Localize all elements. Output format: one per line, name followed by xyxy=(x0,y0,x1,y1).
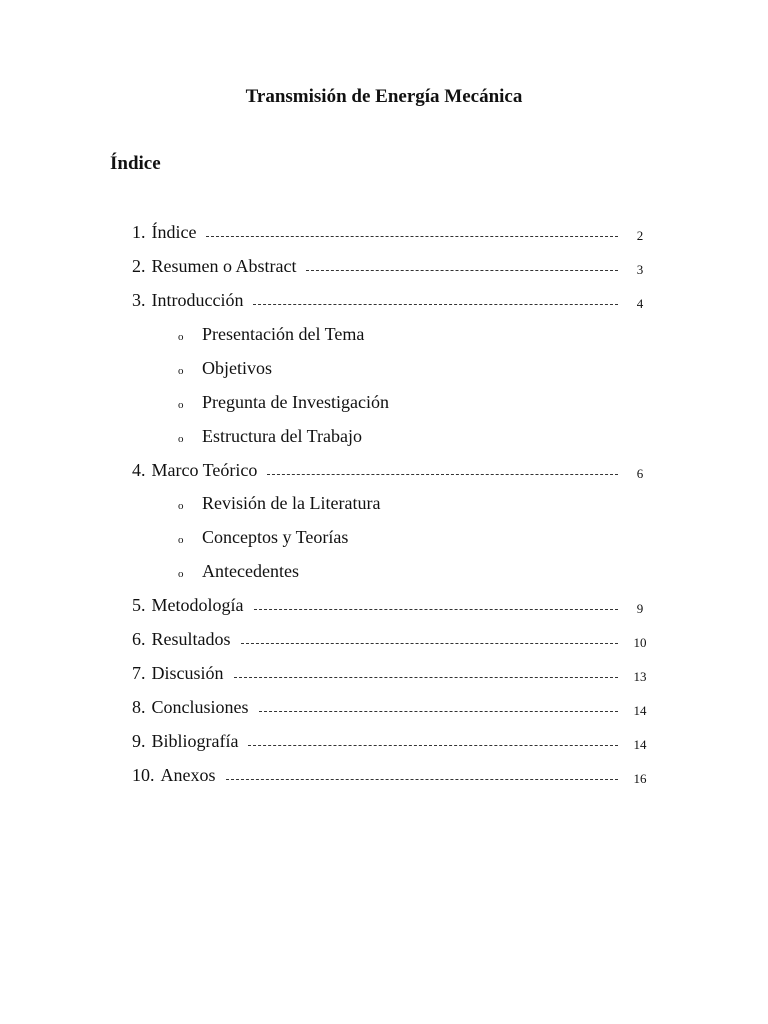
toc-entry-bibliografia xyxy=(132,731,622,755)
toc-subentry-label: Revisión de la Literatura xyxy=(202,493,381,513)
toc-entry-resultados xyxy=(132,629,622,653)
toc-subentry xyxy=(178,493,380,517)
dotted-leader xyxy=(267,474,618,475)
toc-page-number: 14 xyxy=(633,703,647,718)
toc-entry-label: Introducción xyxy=(151,290,244,310)
hollow-bullet-icon: o xyxy=(178,433,184,445)
toc-entry-label: Discusión xyxy=(151,663,224,683)
dotted-leader xyxy=(241,643,619,644)
toc-entry-label: Bibliografía xyxy=(151,731,239,751)
toc-entry-number: 2. xyxy=(132,256,146,276)
toc-subentry xyxy=(178,324,364,348)
document-title: Transmisión de Energía Mecánica xyxy=(245,86,523,107)
hollow-bullet-icon: o xyxy=(178,500,184,512)
toc-subentry xyxy=(178,561,299,585)
dotted-leader xyxy=(259,711,619,712)
hollow-bullet-icon: o xyxy=(178,331,184,343)
dotted-leader xyxy=(306,270,618,271)
toc-subentry xyxy=(178,358,272,382)
toc-subentry-label: Conceptos y Teorías xyxy=(202,527,349,547)
toc-subentry xyxy=(178,392,389,416)
toc-entry-introduccion xyxy=(132,290,622,314)
dotted-leader xyxy=(226,779,619,780)
toc-entry-number: 5. xyxy=(132,595,146,615)
toc-page-number: 13 xyxy=(633,669,647,684)
toc-entry-label: Anexos xyxy=(160,765,216,785)
toc-subentry-label: Estructura del Trabajo xyxy=(202,426,362,446)
toc-entry-conclusiones xyxy=(132,697,622,721)
toc-entry-number: 7. xyxy=(132,663,146,683)
dotted-leader xyxy=(234,677,619,678)
toc-entry-number: 8. xyxy=(132,697,146,717)
toc-page-number: 6 xyxy=(636,466,644,481)
dotted-leader xyxy=(248,745,618,746)
toc-subentry xyxy=(178,527,348,551)
toc-page-number: 10 xyxy=(633,635,647,650)
toc-entry-label: Resultados xyxy=(151,629,231,649)
toc-entry-number: 3. xyxy=(132,290,146,310)
toc-entry-label: Índice xyxy=(151,222,197,242)
toc-subentry xyxy=(178,426,362,450)
toc-page-number: 4 xyxy=(636,296,644,311)
toc-entry-label: Conclusiones xyxy=(151,697,249,717)
toc-page-number: 9 xyxy=(636,601,644,616)
toc-entry-label: Resumen o Abstract xyxy=(151,256,297,276)
toc-subentry-label: Pregunta de Investigación xyxy=(202,392,389,412)
toc-entry-number: 9. xyxy=(132,731,146,751)
toc-entry-number: 10. xyxy=(132,765,155,785)
toc-entry-number: 6. xyxy=(132,629,146,649)
hollow-bullet-icon: o xyxy=(178,534,184,546)
toc-entry-label: Metodología xyxy=(151,595,244,615)
index-heading: Índice xyxy=(110,153,161,174)
hollow-bullet-icon: o xyxy=(178,568,184,580)
toc-subentry-label: Antecedentes xyxy=(202,561,299,581)
hollow-bullet-icon: o xyxy=(178,365,184,377)
toc-entry-marco-teorico xyxy=(132,460,622,484)
toc-page-number: 3 xyxy=(636,262,644,277)
hollow-bullet-icon: o xyxy=(178,399,184,411)
toc-entry-number: 1. xyxy=(132,222,146,242)
dotted-leader xyxy=(206,236,618,237)
toc-entry-discusion xyxy=(132,663,622,687)
toc-subentry-label: Presentación del Tema xyxy=(202,324,365,344)
toc-entry-anexos xyxy=(132,765,622,789)
toc-entry-resumen xyxy=(132,256,622,280)
dotted-leader xyxy=(253,304,618,305)
toc-page-number: 14 xyxy=(633,737,647,752)
toc-entry-label: Marco Teórico xyxy=(151,460,258,480)
toc-entry-metodologia xyxy=(132,595,622,619)
dotted-leader xyxy=(254,609,619,610)
toc-entry-number: 4. xyxy=(132,460,146,480)
toc-page-number: 16 xyxy=(633,771,647,786)
toc-subentry-label: Objetivos xyxy=(202,358,272,378)
toc-entry-indice xyxy=(132,222,622,246)
toc-page-number: 2 xyxy=(636,228,644,243)
